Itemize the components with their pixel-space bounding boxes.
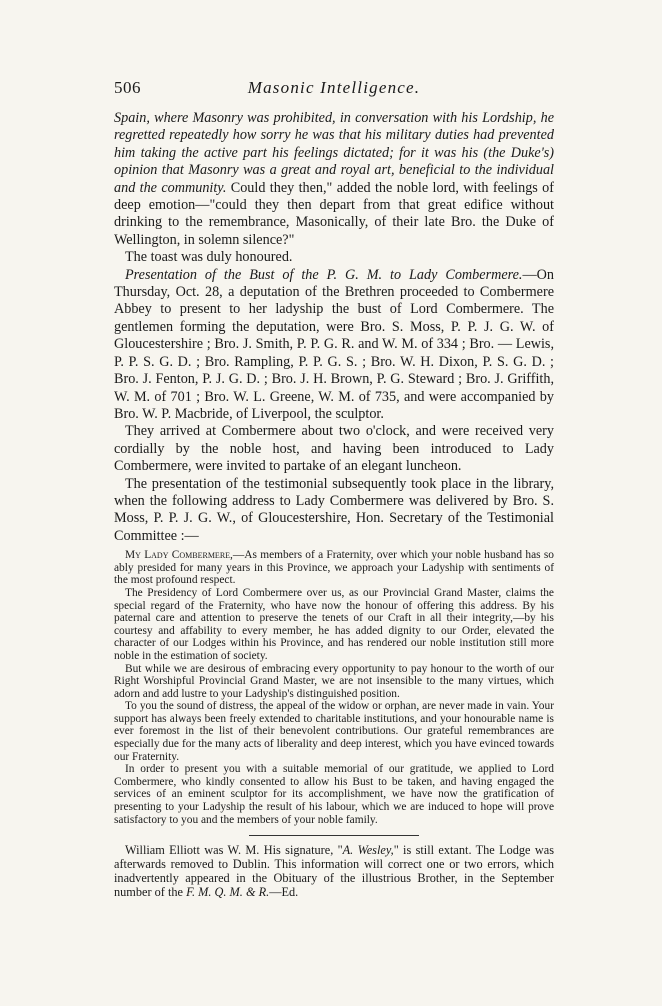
paragraph-continuation — [114, 110, 554, 249]
address-paragraph-text: —As members of a Fraternity, over which your noble husband has so ably presided for many years in this Province, we approach your Ladyship with sentiments of the most profound respect. — [114, 549, 555, 587]
footnote-magazine: F. M. Q. M. & R. — [186, 885, 270, 900]
paragraph-library: The presentation of the testimonial subsequently took place in the library, when the following address to Lady Combermere was delivered by Bro. S. Moss, P. P. J. G. W., of Gloucestershire, Hon. Secretary of the Testimonial Committee :— — [114, 475, 554, 544]
paragraph-presentation — [114, 267, 554, 424]
address-paragraph: But while we are desirous of embracing every opportunity to pay honour to the worth of our Right Worshipful Provincial Grand Master, we are not insensible to the many virtues, which adorn and add lustre to your Ladyship's distinguished position. — [114, 662, 554, 700]
address-paragraph: In order to present you with a suitable memorial of our gratitude, we applied to Lord Combermere, who kindly consented to allow his Bust to be taken, and having engaged the services of an eminent sculptor for its accomplishment, we have now the gratification of presenting to your Ladyship the result of his labour, which we are induced to hope will prove satisfactory to you and the members of your noble family. — [114, 763, 554, 826]
article-body — [114, 110, 554, 899]
address-paragraph: To you the sound of distress, the appeal of the widow or orphan, are never made in vain. Your support has always been freely extended to charitable institutions, and your honourable name is ever foremost in the list of their benevolent contributions. Our grateful remembrances are especially due for the many acts of liberality and deep interest, which you have evinced towards our Fraternity. — [114, 700, 554, 763]
footnote-text-part: —Ed. — [269, 885, 299, 900]
address-text — [114, 549, 554, 826]
running-title: Masonic Intelligence. — [247, 78, 421, 97]
section-heading: Presentation of the Bust of the P. G. M. to Lady Combermere. — [125, 266, 523, 283]
footnote-divider — [249, 835, 419, 836]
address-salutation: My Lady Combermere, — [125, 549, 233, 562]
footnote — [114, 843, 554, 899]
page-number: 506 — [114, 78, 141, 97]
main-text — [114, 110, 554, 545]
paragraph-arrival: They arrived at Combermere about two o'clock, and were received very cordially by the noble host, and having been introduced to Lady Combermere, were invited to partake of an elegant luncheon. — [114, 423, 554, 475]
footnote-text-part: William Elliott was W. M. His signature, " — [125, 843, 343, 858]
address-paragraph: The Presidency of Lord Combermere over us, as our Provincial Grand Master, claims the special regard of the Fraternity, who have now the honour of offering this address. By his paternal care and attention to preserve the tenets of our Craft in all their integrity,—by his courtesy and affability to every member, he has added dignity to our Order, elevated the character of our Lodges within his Province, and has rendered our noble institution still more noble in the estimation of society. — [114, 586, 554, 662]
quoted-italic-text: Spain, where Masonry was prohibited, in conversation with his Lordship, he regretted repeatedly how sorry he was that his military duties had prevented him taking the active part his feelings dictated; for it was his (the Duke's) opinion that Masonry was a great and royal art, beneficial to the individual and the community. — [114, 110, 554, 196]
paragraph-text: —On Thursday, Oct. 28, a deputation of the Brethren proceeded to Combermere Abbey to present to her ladyship the bust of Lord Combermere. The gentlemen forming the deputation, were Bro. S. Moss, P. P. J. G. W. of Gloucestershire ; Bro. J. Smith, P. P. G. R. and W. M. of 334 ; Bro. — Lewis, P. P. S. G. D. ; Bro. Rampling, P. P. G. S. ; Bro. W. H. Dixon, P. S. G. D. ; Bro. J. Fenton, P. J. G. D. ; Bro. J. H. Brown, P. G. Steward ; Bro. J. Griffith, W. M. of 701 ; Bro. W. L. Greene, W. M. of 735, and were accompanied by Bro. W. P. Macbride, of Liverpool, the sculptor. — [114, 266, 554, 422]
footnote-text — [114, 843, 554, 899]
paragraph-text: Could they then," added the noble lord, with feelings of deep emotion—"could they then depart from that great edifice without drinking to the remembrance, Masonically, of their late Bro. the Duke of Wellington, in solemn silence?" — [114, 179, 554, 248]
paragraph-toast: The toast was duly honoured. — [125, 249, 293, 266]
page-header — [114, 78, 554, 100]
address-paragraph — [114, 549, 554, 587]
footnote-text-part: " is still extant. The Lodge was afterwards removed to Dublin. This information will correct one or two errors, which inadvertently appeared in the Obituary of the illustrious Brother, in the September number of the — [114, 843, 554, 900]
footnote-signature: A. Wesley, — [342, 843, 394, 858]
